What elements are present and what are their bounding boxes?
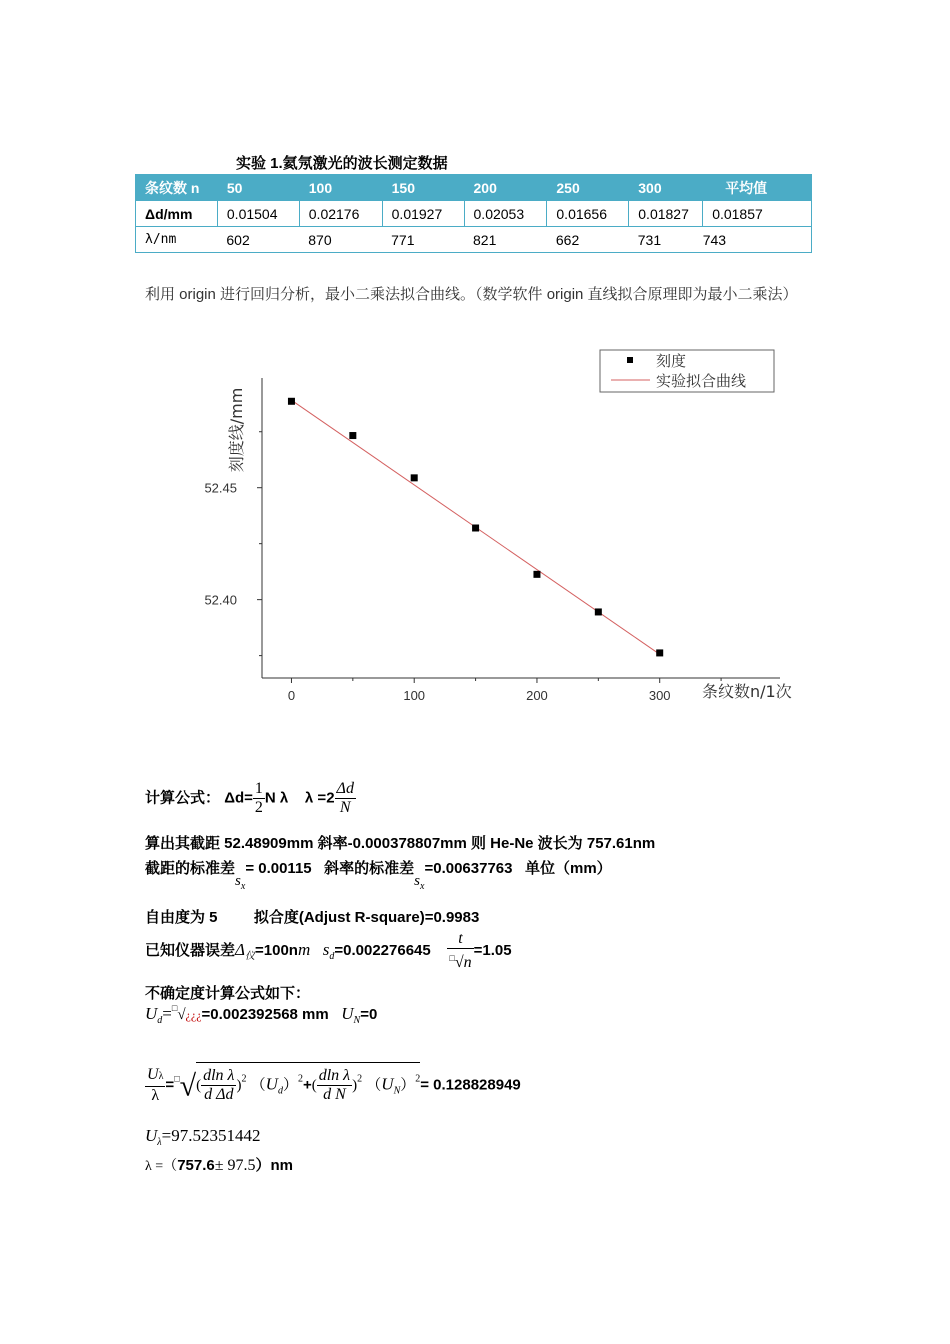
u-subscript: λ [157,1137,162,1148]
table-cell: 821 [464,227,547,253]
data-point [349,432,356,439]
fraction-dln-lambda-over-dn [317,1067,352,1104]
header-cell: 100 [299,175,382,201]
legend-label-fit: 实验拟合曲线 [656,372,747,390]
fraction-dln-lambda-over-d-delta-d [201,1067,236,1104]
table-row [136,201,812,227]
u-subscript: λ [158,1071,164,1082]
data-point [595,608,602,615]
root-placeholder: □ [171,1003,178,1013]
fraction-delta-d-over-n [335,780,356,817]
relative-uncertainty-line: $\frac{U\lambda}{\lambda}$ =□√( $\frac{\text{dln λ}}{\text{d Δd}}$ )$^2$ $(U_d)^2+$( $\frac{\text{dln λ}}{\text{d N}}$ )$^2$ $(U_N)^2= 0.128828949$ [145,1062,521,1105]
sd-slope-value: =0.00637763 [424,860,513,877]
table-cell: 0.02053 [464,201,547,227]
std-dev-line [145,857,612,892]
square-exponent: 2 [357,1073,363,1085]
u-symbol: U [147,1066,159,1083]
table-cell: 743 [703,227,812,253]
table-cell: 0.01927 [382,201,464,227]
equals-sign: = [165,1076,175,1094]
s-subscript: x [420,881,425,892]
y-axis-label: 刻度线/mm [227,387,246,473]
n-den: n [463,954,472,971]
data-point [472,525,479,532]
x-tick-label: 300 [648,688,671,703]
u-subscript: d [277,1085,283,1097]
table-cell: 662 [547,227,629,253]
sd-value: =0.002276645 [334,941,431,959]
lambda-eq: λ =2 [304,789,335,807]
row-label: Δd/mm [136,201,218,227]
fraction-u-over-lambda [145,1066,165,1105]
dln-lambda: dln λ [203,1067,235,1084]
table-cell: 771 [382,227,464,253]
x-tick-label: 0 [287,688,296,703]
table-cell: 870 [299,227,382,253]
m-symbol: m [297,939,311,959]
calc-label: 计算公式： [145,789,221,807]
table-row [136,227,812,253]
final-value: 757.6 [177,1157,215,1174]
u-subscript: d [157,1015,163,1026]
table-title: 实验 1.氦氖激光的波长测定数据 [236,155,448,172]
half-den: 2 [254,799,263,816]
absolute-uncertainty-line [145,1126,260,1148]
y-tick-label: 52.40 [204,592,237,608]
analysis-paragraph: 利用 origin 进行回归分析，最小二乘法拟合曲线。（数学软件 origin 直线拟合原理即为最小二乘法） [145,286,798,303]
d-n: d N [323,1086,346,1103]
delta-value: =100n [255,941,298,959]
half-num: 1 [254,780,263,797]
t-num: t [447,930,473,949]
x-tick-label: 200 [526,688,548,703]
uncertainty-title: 不确定度计算公式如下： [145,985,311,1002]
plus-sign: + [302,1076,312,1094]
fit-stats-line [145,906,479,927]
fraction-half [253,780,265,817]
dln-lambda: dln λ [318,1067,351,1084]
regression-chart [190,340,810,710]
ud-equals: = [162,1004,172,1023]
formula-line [145,780,356,817]
table-cell: 0.02176 [299,201,382,227]
u-symbol: U [381,1074,394,1094]
fraction-t-over-root-n [447,930,473,972]
u-subscript: N [353,1015,361,1026]
sd-symbol: s [322,939,330,959]
square-exponent: 2 [297,1073,303,1085]
delta-symbol: Δ [235,939,245,959]
delta-subscript: 仪 [245,950,255,962]
d-delta-d: d Δd [204,1086,234,1103]
row-label: λ/nm [136,227,218,253]
x-axis-label: 条纹数n/1次 [702,682,792,701]
data-point [533,571,540,578]
ud-line: $U_d=^□√¿¿¿=0.002392568$ mm $U_N=0$ [145,1003,378,1026]
header-cell: 平均值 [703,175,812,201]
square-exponent: 2 [415,1073,421,1085]
instrument-error-line [145,930,512,972]
ud-garbled-expression: ¿¿¿ [185,1008,202,1022]
u-symbol: U [145,1004,158,1023]
delta-d-eq: Δd= [224,789,253,807]
sd-intercept-label: 截距的标准差 [145,860,236,877]
t-value: =1.05 [473,941,512,959]
s-symbol: s [235,873,241,889]
root-placeholder: □ [449,953,455,963]
table-header-row [136,175,812,201]
u-symbol: U [265,1074,278,1094]
table-cell: 0.01857 [703,201,812,227]
sd-subscript: d [329,950,335,962]
final-lambda-prefix: λ =（ [145,1159,178,1174]
s-symbol: s [414,873,421,889]
absolute-uncertainty-value: =97.52351442 [161,1126,261,1145]
header-cell: 50 [217,175,299,201]
data-point [411,474,418,481]
table-cell: 602 [217,227,299,253]
result-line: 算出其截距 52.48909mm 斜率-0.000378807mm 则 He-Ne 波长为 757.61nm [145,835,656,852]
unit-label: 单位（mm） [525,860,612,877]
u-subscript: N [393,1085,401,1097]
header-cell: 条纹数 n [136,175,218,201]
table-cell: 0.01827 [629,201,703,227]
data-point [288,398,295,405]
legend [600,350,774,392]
final-result-line [145,1154,293,1175]
y-tick-label: 52.45 [204,480,237,496]
root-n: □√n [449,953,472,971]
legend-label-points: 刻度 [656,352,687,370]
lambda-den: λ [151,1087,160,1104]
un-value: =0 [360,1006,378,1023]
known-error-label: 已知仪器误差 [145,941,236,959]
table-cell: 0.01656 [547,201,629,227]
u-symbol: U [341,1004,354,1023]
root-placeholder: □ [174,1073,180,1084]
n-lambda: N λ [264,789,289,807]
table-cell: 731 [629,227,703,253]
frac-num: Δd [336,780,354,797]
adjusted-r-square: 拟合度(Adjust R-square)=0.9983 [253,909,480,926]
data-point [656,649,663,656]
radicand: ( $\frac{\text{dln λ}}{\text{d Δd}}$ )$^2$ $(U_d)^2+$( $\frac{\text{dln λ}}{\text{d N}}$ )$^2$ $(U_N)^2$ [196,1062,420,1104]
final-plus-minus: ± 97.5 [214,1157,256,1174]
final-unit: ）nm [255,1157,294,1174]
degrees-of-freedom: 自由度为 5 [145,909,218,926]
header-cell: 150 [382,175,464,201]
data-table [135,174,812,253]
header-cell: 300 [629,175,703,201]
header-cell: 250 [547,175,629,201]
sd-intercept-value: = 0.00115 [245,860,312,877]
square-exponent: 2 [241,1073,247,1085]
sd-slope-label: 斜率的标准差 [324,860,415,877]
x-tick-label: 100 [403,688,426,703]
legend-marker-square [627,357,633,363]
header-cell: 200 [464,175,547,201]
table-cell: 0.01504 [217,201,299,227]
u-symbol: U [145,1126,158,1145]
relative-uncertainty-value: = 0.128828949 [420,1076,521,1094]
ud-value: =0.002392568 mm [201,1006,329,1023]
s-subscript: x [240,881,246,892]
frac-den: N [339,799,351,816]
